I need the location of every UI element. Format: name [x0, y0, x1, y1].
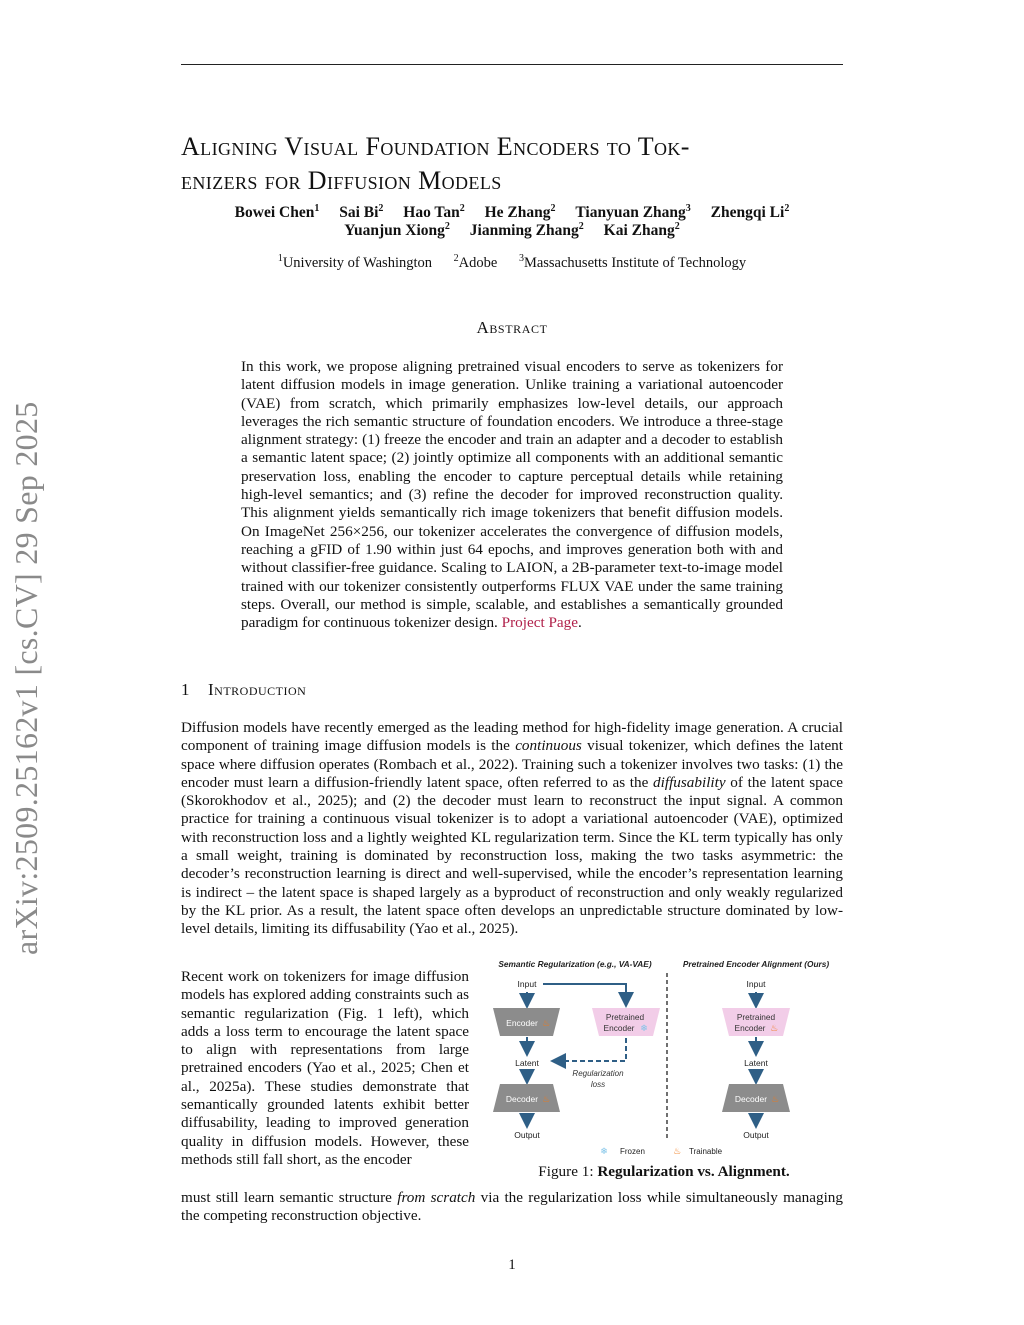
right-decoder-label: Decoder: [734, 1094, 768, 1104]
text-run: of the latent space (Skorokhodov et al., 2025); and (2) the decoder must learn to reconstruct the input signal. A common practice for training a continuous visual tokenizer is to adopt a variational autoencoder (VAE), optimized with reconstruction loss and a lightly weighted KL regularization term. Since the KL term typically has only a small weight, training is dominated by reconstruction loss, making the two tasks asymmetric: the decoder’s reconstruction learning is direct and well-supervised, while the encoder’s representation learning is indirect – the latent space is shaped largely as a byproduct of reconstruction and only weakly regularized by the KL prior. As a result, the latent space often develops an unpredictable structure dominated by low-level details, limiting its diffusability (Yao et al., 2025).: [181, 773, 843, 938]
text-run: via the regularization loss while simultaneously managing the competing reconstruction objective.: [181, 1189, 843, 1225]
author: Bowei Chen$^1$: [234, 203, 320, 222]
snowflake-icon: ❄: [600, 1146, 608, 1156]
left-panel-title: Semantic Regularization (e.g., VA-VAE): [498, 959, 652, 969]
author: He Zhang$^2$: [484, 203, 556, 222]
legend-trainable: Trainable: [689, 1147, 723, 1156]
project-page-link[interactable]: Project Page: [501, 614, 578, 632]
figure-caption: [488, 1163, 840, 1181]
fire-icon: ♨: [541, 1018, 551, 1028]
left-input-label: Input: [517, 979, 537, 989]
author: Sai Bi$^2$: [339, 203, 384, 222]
left-pretrained-label-1: Pretrained: [605, 1012, 645, 1022]
fire-icon: ♨: [672, 1146, 682, 1156]
intro-paragraph-2: Recent work on tokenizers for image diffusion models has explored adding constraints such as semantic regularization (Fig. 1 left), which adds a loss term to encourage the latent space to align with representations from large pretrained encoders (Yao et al., 2025; Chen et al., 2025a). These studies demonstrate that semantically grounded latents exhibit better diffusability, leading to improved generation quality in diffusion models. However, these methods still fall short, as the encoder: [181, 968, 469, 1168]
affiliation: $^2$Adobe: [453, 253, 498, 271]
abstract-period: .: [578, 614, 582, 632]
arxiv-stamp: arXiv:2509.25162v1 [cs.CV] 29 Sep 2025: [8, 401, 44, 955]
right-pretrained-label-2: Encoder: [734, 1023, 766, 1033]
intro-paragraph-2-tail: [181, 1189, 843, 1226]
right-latent-label: Latent: [744, 1058, 768, 1068]
emphasis: from scratch: [397, 1189, 476, 1206]
abstract-text: In this work, we propose aligning pretrained visual encoders to serve as tokenizers for latent diffusion models in image generation. Unlike training a variational autoencoder (VAE) from scratch, which primarily emphasizes low-level details, our approach leverages the rich semantic structure of foundation encoders. We introduce a three-stage alignment strategy: (1) freeze the encoder and train an adapter and a decoder to establish a semantic latent space; (2) jointly optimize all components with an additional semantic preservation loss, enabling the encoder to capture perceptual details while retaining high-level semantics; and (3) refine the decoder for improved reconstruction quality. This alignment yields semantically rich image tokenizers that benefit diffusion models. On ImageNet 256×256, our tokenizer accelerates the convergence of diffusion models, reaching a gFID of 1.90 within just 64 epochs, and improves generation both with and without classifier-free guidance. Scaling to LAION, a 2B-parameter text-to-image model trained with our tokenizer consistently outperforms FLUX VAE under the same training steps. Overall, our method is simple, scalable, and establishes a semantically grounded paradigm for continuous tokenizer design.: [241, 358, 783, 632]
author: Kai Zhang$^2$: [603, 221, 680, 240]
abstract-body: [241, 358, 783, 632]
title-line-1: Aligning Visual Foundation Encoders to Tok-: [181, 132, 690, 161]
author: Zhengqi Li$^2$: [710, 203, 790, 222]
right-pretrained-label-1: Pretrained: [736, 1012, 776, 1022]
fire-icon: ♨: [770, 1094, 780, 1104]
left-decoder-label: Decoder: [505, 1094, 539, 1104]
affiliation: $^1$University of Washington: [277, 253, 433, 271]
emphasis: continuous: [515, 737, 582, 755]
fire-icon: ♨: [541, 1094, 551, 1104]
text-run: visual tokenizer, which defines the latent space where diffusion operates (Rombach et al., 2022). Training such a tokenizer involves two tasks: (1) the encoder must learn a diffusion-friendly latent space, often referred to as the: [181, 737, 844, 791]
legend-frozen: Frozen: [620, 1147, 645, 1156]
author: Tianyuan Zhang$^3$: [575, 203, 691, 222]
left-output-label: Output: [514, 1130, 540, 1140]
page-number: 1: [508, 1257, 516, 1273]
author: Hao Tan$^2$: [403, 203, 465, 222]
regularization-loss-label-1: Regularization: [572, 1069, 624, 1078]
right-input-label: Input: [746, 979, 766, 989]
caption-prefix: Figure 1:: [538, 1163, 598, 1180]
regularization-loss-label-2: loss: [590, 1080, 606, 1089]
author-row-2: [181, 221, 843, 240]
paper-title: [181, 130, 861, 198]
fire-icon: ♨: [769, 1023, 779, 1033]
right-output-label: Output: [743, 1130, 769, 1140]
affiliations: [181, 253, 843, 272]
title-line-2: enizers for Diffusion Models: [181, 166, 502, 195]
section-title: Introduction: [208, 680, 307, 699]
left-latent-label: Latent: [515, 1058, 539, 1068]
intro-paragraph-1: [181, 719, 843, 939]
left-pretrained-label-2: Encoder: [603, 1023, 635, 1033]
snowflake-icon: ❄: [640, 1023, 648, 1033]
left-encoder-label: Encoder: [506, 1018, 538, 1028]
section-heading: [181, 680, 306, 700]
author: Yuanjun Xiong$^2$: [344, 221, 450, 240]
text-run: must still learn semantic structure: [181, 1189, 398, 1206]
author-row-1: [181, 203, 843, 222]
author: Jianming Zhang$^2$: [469, 221, 584, 240]
section-number: 1: [181, 680, 190, 699]
header-rule: [181, 64, 843, 65]
affiliation: $^3$Massachusetts Institute of Technology: [518, 253, 747, 271]
figure-1-diagram: [488, 955, 846, 1165]
text-run: Diffusion models have recently emerged as the leading method for high-fidelity image generation. A crucial component of training image diffusion models is the: [181, 719, 843, 755]
right-panel-title: Pretrained Encoder Alignment (Ours): [682, 959, 830, 969]
caption-title: Regularization vs. Alignment.: [597, 1163, 790, 1180]
abstract-heading: Abstract: [476, 318, 548, 337]
emphasis: diffusability: [653, 773, 726, 791]
